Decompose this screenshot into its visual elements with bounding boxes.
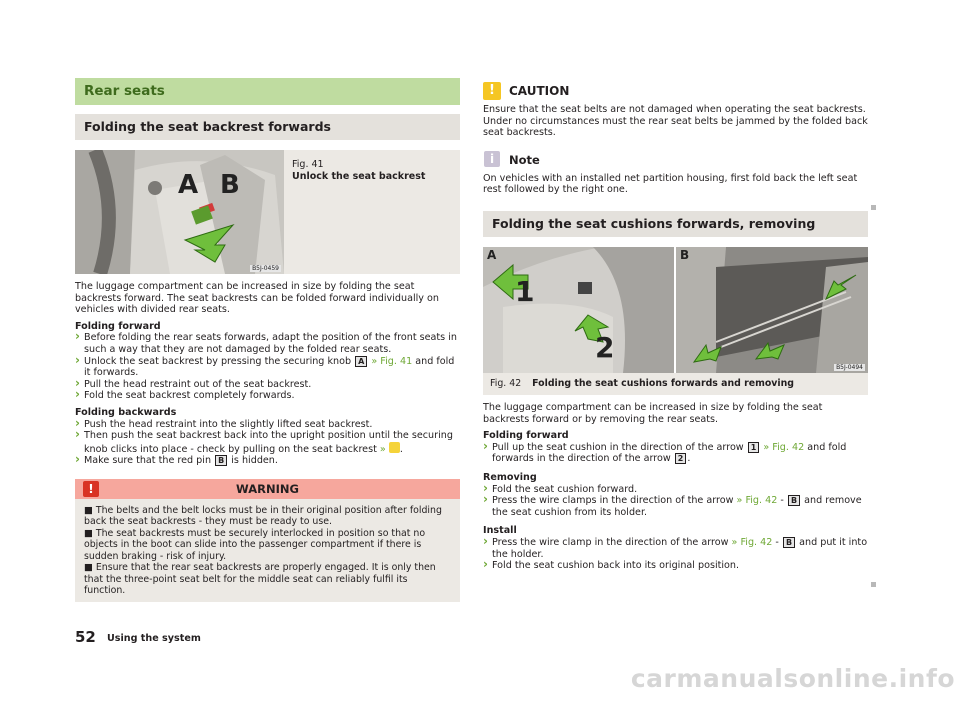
page-footer [75,627,201,647]
warning-icon [389,442,400,453]
removing-steps [483,484,868,519]
footer-section-title: Using the system [106,633,201,644]
key-b-badge: B [788,495,800,506]
section-end-marker [871,205,876,210]
figure-42 [483,247,868,373]
figure-reference-link[interactable]: » Fig. 42 [731,536,773,548]
section-title: Rear seats [75,78,460,105]
list-item [75,455,460,467]
figure-42-number: Fig. 42 [490,377,522,389]
figure-41 [75,150,460,274]
left-column [75,78,460,602]
warning-icon: ! [83,481,99,497]
page-number: 52 [75,628,96,646]
figure-42-caption [483,373,868,395]
step-text: and remove the seat cushion from its holder. [492,495,862,518]
list-item: › Fold the seat backrest completely forwards. [75,390,460,402]
warning-item: ■ The seat backrests must be securely interlocked in position so that no objects in the boot can slide into the passenger compartment if there is sudden braking - risk of injury. [84,527,426,562]
warning-item: ■ The belts and the belt locks must be in their original position after folding back the seat backrests - they must be ready to use. [84,504,442,528]
note-header [483,149,868,169]
key-b-badge: B [215,455,227,466]
figure-41-label-a: A [178,170,199,200]
install-label: Install [483,525,517,537]
step-text: - [775,536,779,548]
figure-41-title: Unlock the seat backrest [292,171,426,182]
step-text: Make sure that the red pin [84,455,212,467]
figure-reference-link[interactable]: » Fig. 42 [763,441,805,453]
seat-backrest-illustration [75,150,284,274]
step-text: Press the wire clamps in the direction of the arrow [492,495,734,507]
step-text: . [399,443,403,455]
warning-body [75,499,460,602]
list-item [483,442,868,465]
subsection-title-backrest: Folding the seat backrest forwards [75,114,460,140]
subsection-title-cushions: Folding the seat cushions forwards, removing [483,211,868,237]
intro-text: The luggage compartment can be increased in size by folding the seat backrests forward. The seat backrests can be folded forward individually on vehicles with divided rear seats. [75,281,439,316]
list-item: › Push the head restraint into the slightly lifted seat backrest. [75,419,460,431]
warning-title: WARNING [236,481,299,496]
warning-header [75,479,460,499]
folding-backwards-label: Folding backwards [75,406,177,418]
removing-label: Removing [483,471,537,483]
key-2-badge: 2 [675,453,687,464]
install-steps [483,537,868,572]
cushion-folding-forward-label: Folding forward [483,430,569,442]
figure-41-number: Fig. 41 [292,159,324,170]
step-text: and fold it forwards. [84,355,455,379]
key-a-badge: A [355,356,367,367]
step-text: Then push the seat backrest back into the upright position until the securing knob clicks into place - check by pulling on the seat backrest [84,430,453,455]
warning-reference-link[interactable]: » [379,443,386,455]
step-text: and fold forwards in the direction of the arrow [492,441,847,465]
caution-icon: ! [483,82,501,100]
figure-42-title: Folding the seat cushions forwards and removing [532,377,795,389]
figure-42-label-a: A [487,247,497,262]
figure-42-code: B5J-0494 [836,363,863,371]
watermark: carmanualsonline.info [630,664,955,693]
folding-backwards-steps [75,419,460,467]
warning-box [75,479,460,602]
note-title: Note [509,152,540,167]
folding-forward-label: Folding forward [75,320,161,332]
seat-cushion-illustration [483,247,674,373]
figure-41-image [75,150,284,274]
figure-42-label-b: B [680,247,690,262]
right-column [483,80,868,572]
cushion-folding-forward-steps [483,442,868,465]
warning-item: ■ Ensure that the rear seat backrests are properly engaged. It is only then that the three-point seat belt for the middle seat can reliably fulfil its function. [84,562,436,597]
figure-41-code: B5J-0459 [252,265,279,272]
step-text: . [687,453,691,465]
list-item: › Pull the head restraint out of the seat backrest. [75,379,460,391]
key-b-badge: B [783,537,795,548]
figure-42-image-a [483,247,674,373]
figure-42-label-1: 1 [515,274,535,308]
caution-title: CAUTION [509,84,570,98]
step-text: Unlock the seat backrest by pressing the securing knob [84,355,352,367]
folding-forward-steps [75,332,460,402]
wire-clamp-illustration [676,247,868,373]
figure-41-label-b: B [220,170,240,200]
step-text: - [780,495,784,507]
step-text: Press the wire clamp in the direction of the arrow [492,536,729,548]
info-icon: i [484,151,500,167]
list-item [75,430,460,455]
note-text: On vehicles with an installed net partition housing, first fold back the left seat rest followed by the right one. [483,172,858,196]
figure-42-label-2: 2 [595,330,615,364]
caution-header [483,80,868,102]
step-text: and put it into the holder. [492,536,868,560]
figure-reference-link[interactable]: » Fig. 41 [371,355,413,367]
step-text: is hidden. [231,455,278,467]
figure-42-image-b [676,247,868,373]
list-item: › Fold the seat cushion forward. [483,484,868,496]
list-item: › Before folding the rear seats forwards, adapt the position of the front seats in such a way that they are not damaged by the folded rear seats. [75,332,460,355]
step-text: Pull up the seat cushion in the direction of the arrow [492,441,744,453]
figure-41-caption [292,159,425,183]
list-item: › Fold the seat cushion back into its original position. [483,560,868,572]
list-item [483,495,868,518]
figure-reference-link[interactable]: » Fig. 42 [736,495,778,507]
cushion-intro-text: The luggage compartment can be increased in size by folding the seat backrests forward or by removing the rear seats. [483,401,823,425]
list-item [483,537,868,560]
list-item [75,356,460,379]
caution-text: Ensure that the seat belts are not damaged when operating the seat backrests. Under no circumstances must the rear seat belts be jammed by the folded back seat backrests. [483,104,868,139]
section-end-marker [871,582,876,587]
key-1-badge: 1 [748,442,760,453]
